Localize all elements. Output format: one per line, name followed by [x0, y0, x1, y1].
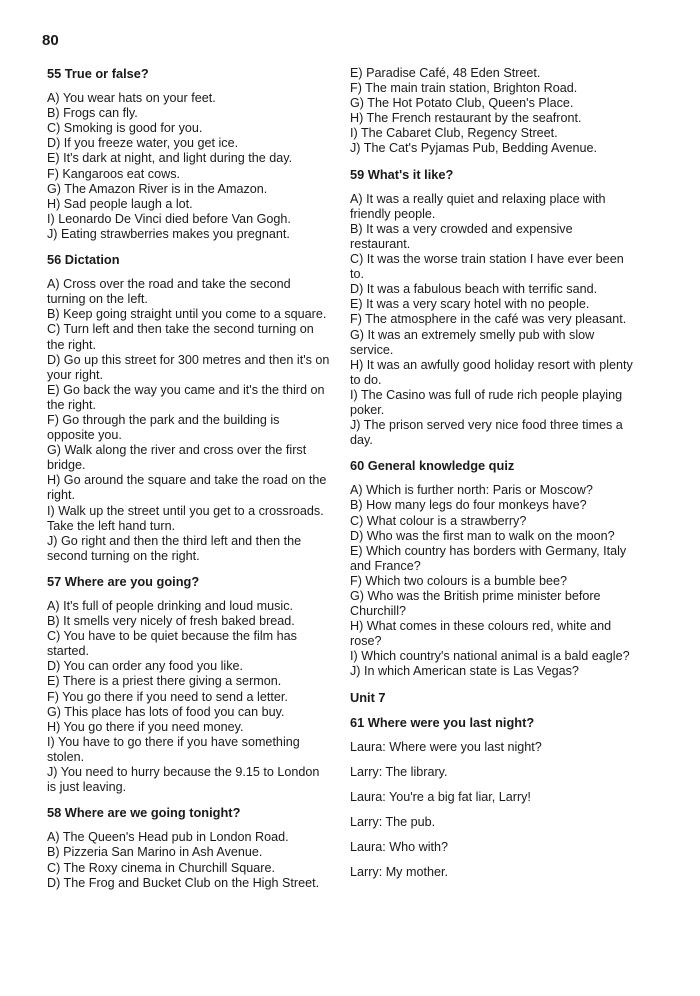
section-60-list: [350, 483, 635, 679]
page-number: 80: [42, 32, 59, 49]
list-item: J) The prison served very nice food three times a day.: [350, 418, 623, 448]
list-item: F) The main train station, Brighton Road.: [350, 81, 578, 96]
list-item: J) In which American state is Las Vegas?: [350, 664, 579, 679]
list-item: I) Leonardo De Vinci died before Van Gogh.: [47, 211, 291, 226]
list-item: A) It's full of people drinking and loud music.: [47, 599, 294, 613]
list-item: F) Kangaroos eat cows.: [47, 166, 180, 181]
list-item: J) The Cat's Pyjamas Pub, Bedding Avenue.: [350, 141, 597, 156]
list-item: H) Go around the square and take the road on the right.: [47, 473, 327, 503]
list-item: G) Who was the British prime minister before Churchill?: [350, 589, 601, 619]
list-item: A) Cross over the road and take the second turning on the left.: [47, 277, 291, 307]
section-heading-59: 59 What's it like?: [350, 166, 454, 182]
list-item: B) Frogs can fly.: [47, 106, 138, 121]
section-heading-55: 55 True or false?: [47, 66, 149, 81]
unit-title: Unit 7: [350, 689, 386, 705]
dialogue-line: Laura: Who with?: [350, 840, 449, 855]
list-item: H) It was an awfully good holiday resort with plenty to do.: [350, 357, 633, 387]
list-item: E) Paradise Café, 48 Eden Street.: [350, 66, 541, 80]
list-item: J) You need to hurry because the 9.15 to London is just leaving.: [47, 765, 320, 795]
list-item: I) The Cabaret Club, Regency Street.: [350, 126, 558, 141]
list-item: I) Which country's national animal is a bald eagle?: [350, 649, 630, 664]
section-heading-60: 60 General knowledge quiz: [350, 458, 515, 474]
section-heading-57: 57 Where are you going?: [47, 573, 200, 589]
list-item: D) You can order any food you like.: [47, 659, 244, 674]
list-item: F) You go there if you need to send a letter.: [47, 689, 288, 704]
section-56-list: [47, 277, 330, 564]
list-item: B) Keep going straight until you come to a square.: [47, 307, 327, 322]
list-item: I) The Casino was full of rude rich people playing poker.: [350, 387, 623, 417]
list-item: C) Turn left and then take the second turning on the right.: [47, 322, 314, 352]
list-item: F) Which two colours is a bumble bee?: [350, 573, 567, 588]
list-item: G) This place has lots of food you can buy.: [47, 704, 285, 719]
list-item: F) The atmosphere in the café was very pleasant.: [350, 312, 627, 327]
list-item: C) You have to be quiet because the film has started.: [47, 629, 297, 659]
right-column: [350, 66, 635, 890]
list-item: E) Go back the way you came and it's the third on the right.: [47, 382, 325, 412]
list-item: I) Walk up the street until you get to a crossroads. Take the left hand turn.: [47, 503, 324, 533]
list-item: I) You have to go there if you have something stolen.: [47, 734, 300, 764]
dialogue-line: Laura: Where were you last night?: [350, 739, 542, 754]
list-item: J) Eating strawberries makes you pregnant.: [47, 226, 290, 241]
list-item: C) What colour is a strawberry?: [350, 513, 527, 528]
list-item: J) Go right and then the third left and then the second turning on the right.: [47, 533, 302, 563]
dialogue-line: Larry: My mother.: [350, 865, 448, 880]
list-item: G) The Hot Potato Club, Queen's Place.: [350, 96, 574, 111]
list-item: C) The Roxy cinema in Churchill Square.: [47, 860, 275, 875]
list-item: H) Sad people laugh a lot.: [47, 196, 193, 211]
list-item: E) Which country has borders with Germany, Italy and France?: [350, 543, 627, 573]
dialogue-line: Larry: The library.: [350, 764, 448, 779]
list-item: A) The Queen's Head pub in London Road.: [47, 830, 289, 845]
section-58-list-continued: [350, 66, 635, 157]
list-item: A) It was a really quiet and relaxing place with friendly people.: [350, 191, 606, 221]
list-item: F) Go through the park and the building is opposite you.: [47, 412, 280, 443]
list-item: D) Who was the first man to walk on the moon?: [350, 528, 615, 543]
section-59-list: [350, 192, 635, 449]
list-item: C) Smoking is good for you.: [47, 121, 203, 136]
dialogue-line: Larry: The pub.: [350, 815, 436, 830]
list-item: D) The Frog and Bucket Club on the High Street.: [47, 875, 320, 890]
section-heading-58: 58 Where are we going tonight?: [47, 805, 241, 821]
list-item: B) It was a very crowded and expensive restaurant.: [350, 221, 573, 251]
list-item: G) It was an extremely smelly pub with slow service.: [350, 327, 595, 357]
list-item: D) If you freeze water, you get ice.: [47, 136, 239, 151]
list-item: H) The French restaurant by the seafront.: [350, 111, 582, 126]
list-item: D) Go up this street for 300 metres and then it's on your right.: [47, 352, 330, 382]
left-column: [47, 66, 330, 901]
section-heading-61: 61 Where were you last night?: [350, 714, 535, 730]
list-item: B) Pizzeria San Marino in Ash Avenue.: [47, 845, 263, 860]
list-item: B) How many legs do four monkeys have?: [350, 498, 587, 513]
section-61-dialogue: [350, 740, 635, 881]
list-item: C) It was the worse train station I have ever been to.: [350, 252, 624, 282]
section-57-list: [47, 599, 330, 795]
list-item: G) The Amazon River is in the Amazon.: [47, 181, 268, 196]
section-heading-56: 56 Dictation: [47, 252, 120, 268]
list-item: H) You go there if you need money.: [47, 719, 244, 734]
list-item: E) There is a priest there giving a sermon.: [47, 674, 282, 689]
list-item: A) You wear hats on your feet.: [47, 91, 216, 106]
list-item: G) Walk along the river and cross over the first bridge.: [47, 443, 307, 473]
list-item: A) Which is further north: Paris or Moscow?: [350, 483, 593, 498]
list-item: E) It's dark at night, and light during the day.: [47, 151, 293, 166]
list-item: H) What comes in these colours red, white and rose?: [350, 619, 612, 649]
list-item: B) It smells very nicely of fresh baked bread.: [47, 614, 295, 629]
list-item: D) It was a fabulous beach with terrific sand.: [350, 282, 598, 297]
dialogue-line: Laura: You're a big fat liar, Larry!: [350, 789, 531, 804]
section-58-list: [47, 830, 330, 890]
section-55-list: [47, 91, 330, 242]
list-item: E) It was a very scary hotel with no people.: [350, 297, 590, 312]
